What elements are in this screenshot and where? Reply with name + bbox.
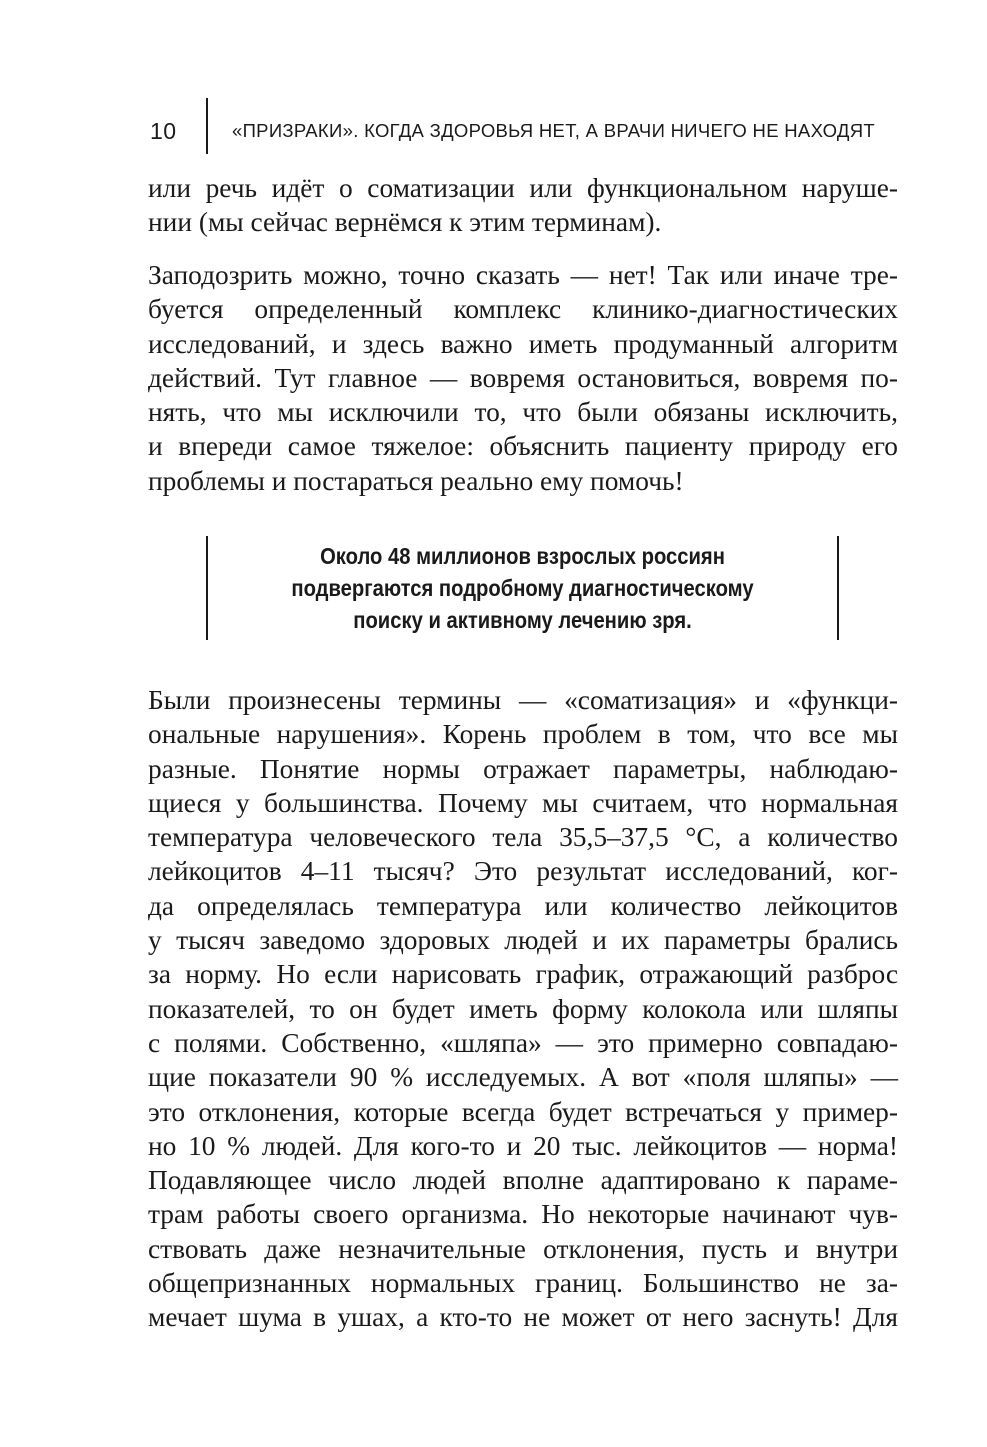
text-line: с полями. Собственно, «шляпа» — это примерно совпадаю- xyxy=(148,1027,898,1058)
text-line: проблемы и постараться реально ему помочь! xyxy=(148,465,684,496)
text-line: но 10 % людей. Для кого-то и 20 тыс. лейкоцитов — норма! xyxy=(148,1130,898,1161)
text-line: и впереди самое тяжелое: объяснить пациенту природу его xyxy=(148,431,898,462)
text-line: нии (мы сейчас вернёмся к этим терминам). xyxy=(148,207,662,238)
text-line: показателей, то он будет иметь форму колокола или шляпы xyxy=(148,993,898,1024)
text-line: мечает шума в ушах, а кто-то не может от него заснуть! Для xyxy=(148,1302,898,1333)
running-head xyxy=(150,112,875,156)
text-line: ональные нарушения». Корень проблем в том, что все мы xyxy=(148,719,898,750)
text-line: Были произнесены термины — «соматизация» и «функци- xyxy=(148,685,898,715)
paragraph-suspicion xyxy=(148,258,898,498)
text-line: Заподозрить можно, точно сказать — нет! Так или иначе тре- xyxy=(148,260,898,290)
text-line: общепризнанных нормальных границ. Большинство не за- xyxy=(148,1268,898,1299)
text-line: щиеся у большинства. Почему мы считаем, что нормальная xyxy=(148,787,898,818)
pull-quote-right-rule xyxy=(837,536,839,640)
text-line: это отклонения, которые всегда будет встречаться у пример- xyxy=(148,1096,898,1127)
text-line: щие показатели 90 % исследуемых. А вот «поля шляпы» — xyxy=(148,1062,898,1093)
text-line: или речь идёт о соматизации или функциональном наруше- xyxy=(148,173,898,203)
pull-quote-line: подвергаются подробному диагностическому xyxy=(291,575,754,601)
text-line: нять, что мы исключили то, что были обязаны исключить, xyxy=(148,397,898,428)
pull-quote-line: поиску и активному лечению зря. xyxy=(353,607,692,633)
running-title: «ПРИЗРАКИ». КОГДА ЗДОРОВЬЯ НЕТ, А ВРАЧИ НИЧЕГО НЕ НАХОДЯТ xyxy=(232,120,875,141)
text-line: исследований, и здесь важно иметь продуманный алгоритм xyxy=(148,328,898,359)
text-line: лейкоцитов 4–11 тысяч? Это результат исследований, ког- xyxy=(148,856,898,887)
text-line: действий. Тут главное — вовремя остановиться, вовремя по- xyxy=(148,362,898,393)
paragraph-norms xyxy=(148,683,898,1335)
text-line: ствовать даже незначительные отклонения, пусть и внутри xyxy=(148,1233,898,1264)
pull-quote-text xyxy=(208,540,837,636)
paragraph-continued xyxy=(148,171,898,240)
text-line: разные. Понятие нормы отражает параметры, наблюдаю- xyxy=(148,753,898,784)
page-number: 10 xyxy=(150,118,177,144)
text-line: за норму. Но если нарисовать график, отражающий разброс xyxy=(148,959,898,990)
text-line: да определялась температура или количество лейкоцитов xyxy=(148,890,898,921)
text-line: буется определенный комплекс клинико-диагностических xyxy=(148,294,898,325)
text-line: у тысяч заведомо здоровых людей и их параметры брались xyxy=(148,925,898,956)
text-line: температура человеческого тела 35,5–37,5 °C, а количество xyxy=(148,822,898,853)
pull-quote-line: Около 48 миллионов взрослых россиян xyxy=(320,543,725,569)
pull-quote xyxy=(206,536,839,640)
text-line: Подавляющее число людей вполне адаптировано к параме- xyxy=(148,1165,898,1196)
header-divider xyxy=(206,98,208,154)
text-line: трам работы своего организма. Но некоторые начинают чув- xyxy=(148,1199,898,1230)
